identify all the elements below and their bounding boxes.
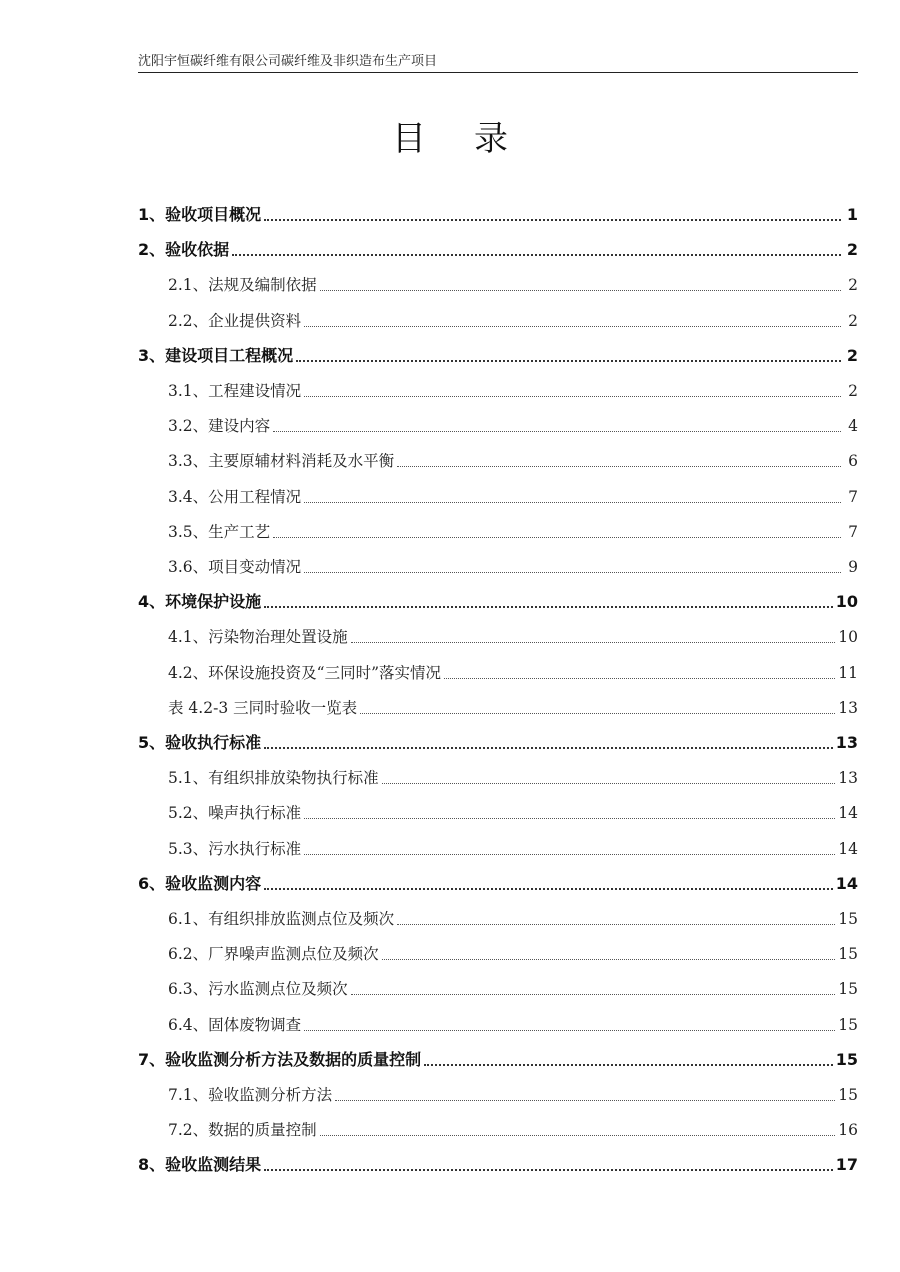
toc-entry-label: 3.6、项目变动情况 bbox=[168, 558, 302, 576]
toc-subsection-entry[interactable] bbox=[138, 298, 858, 332]
toc-dot-leader bbox=[397, 466, 841, 467]
toc-section-entry[interactable] bbox=[138, 579, 858, 613]
toc-dot-leader bbox=[335, 1100, 835, 1101]
toc-page-number: 2 bbox=[846, 345, 858, 365]
toc-dot-leader bbox=[304, 572, 841, 573]
toc-dot-leader bbox=[351, 642, 836, 643]
toc-entry-label: 7.1、验收监测分析方法 bbox=[168, 1086, 333, 1104]
toc-subsection-entry[interactable] bbox=[138, 262, 858, 296]
toc-subsection-entry[interactable] bbox=[138, 1107, 858, 1141]
toc-entry-label: 3、建设项目工程概况 bbox=[138, 345, 294, 365]
toc-subsection-entry[interactable] bbox=[138, 544, 858, 578]
toc-section-entry[interactable] bbox=[138, 720, 858, 754]
toc-section-entry[interactable] bbox=[138, 1142, 858, 1176]
toc-title: 目录 bbox=[392, 119, 556, 159]
toc-entry-label: 6.3、污水监测点位及频次 bbox=[168, 980, 348, 999]
toc-subsection-entry[interactable] bbox=[138, 650, 858, 684]
toc-dot-leader bbox=[444, 678, 835, 679]
toc-entry-label: 5.1、有组织排放染物执行标准 bbox=[168, 769, 379, 788]
toc-entry-label: 3.5、生产工艺 bbox=[168, 522, 271, 541]
toc-page-number: 1 bbox=[846, 205, 858, 224]
toc-page-number: 16 bbox=[838, 1121, 858, 1140]
toc-entry-label: 8、验收监测结果 bbox=[138, 1155, 262, 1175]
toc-dot-leader bbox=[264, 219, 841, 221]
toc-entry-label: 2.1、法规及编制依据 bbox=[168, 276, 317, 295]
toc-dot-leader bbox=[296, 360, 841, 362]
toc-entry-label: 3.1、工程建设情况 bbox=[168, 382, 302, 400]
toc-subsection-entry[interactable] bbox=[138, 896, 858, 930]
toc-dot-leader bbox=[304, 854, 835, 855]
toc-dot-leader bbox=[304, 326, 841, 327]
toc-dot-leader bbox=[382, 783, 836, 784]
toc-entry-label: 4、环境保护设施 bbox=[138, 592, 262, 612]
toc-page-number: 17 bbox=[835, 1155, 858, 1175]
toc-subsection-entry[interactable] bbox=[138, 755, 858, 789]
toc-entry-label: 4.2、环保设施投资及“三同时”落实情况 bbox=[168, 663, 441, 682]
toc-dot-leader bbox=[304, 818, 835, 819]
toc-subsection-entry[interactable] bbox=[138, 790, 858, 824]
toc-page-number: 6 bbox=[848, 452, 858, 471]
toc-subsection-entry[interactable] bbox=[138, 826, 858, 860]
toc-entry-label: 6.1、有组织排放监测点位及频次 bbox=[168, 910, 395, 928]
toc-dot-leader bbox=[320, 290, 841, 291]
toc-dot-leader bbox=[264, 888, 833, 890]
toc-subsection-entry[interactable] bbox=[138, 966, 858, 1000]
toc-section-entry[interactable] bbox=[138, 861, 858, 895]
toc-entry-label: 2、验收依据 bbox=[138, 240, 230, 260]
toc-subsection-entry[interactable] bbox=[138, 685, 858, 719]
toc-dot-leader bbox=[320, 1135, 836, 1136]
toc-page-number: 9 bbox=[848, 558, 858, 576]
toc-page-number: 13 bbox=[838, 769, 858, 788]
toc-dot-leader bbox=[382, 959, 836, 960]
toc-dot-leader bbox=[351, 994, 836, 995]
toc-dot-leader bbox=[304, 502, 841, 503]
toc-page-number: 10 bbox=[835, 592, 858, 612]
toc-entry-label: 3.3、主要原辅材料消耗及水平衡 bbox=[168, 452, 395, 471]
toc-entry-label: 5.3、污水执行标准 bbox=[168, 839, 302, 858]
toc-dot-leader bbox=[304, 396, 841, 397]
toc-page-number: 2 bbox=[848, 276, 858, 295]
toc-dot-leader bbox=[273, 431, 841, 432]
toc-section-entry[interactable] bbox=[138, 333, 858, 367]
toc-dot-leader bbox=[232, 254, 841, 256]
page-header bbox=[138, 52, 858, 73]
toc-page-number: 7 bbox=[848, 487, 858, 506]
header-text: 沈阳宇恒碳纤维有限公司碳纤维及非织造布生产项目 bbox=[138, 54, 438, 69]
toc-dot-leader bbox=[360, 713, 835, 714]
toc-subsection-entry[interactable] bbox=[138, 438, 858, 472]
toc-page-number: 13 bbox=[838, 698, 858, 717]
toc-page-number: 2 bbox=[848, 311, 858, 330]
toc-subsection-entry[interactable] bbox=[138, 1072, 858, 1106]
toc-entry-label: 6、验收监测内容 bbox=[138, 873, 262, 893]
toc-subsection-entry[interactable] bbox=[138, 368, 858, 402]
toc-entry-label: 4.1、污染物治理处置设施 bbox=[168, 628, 348, 647]
toc-page-number: 14 bbox=[838, 839, 858, 858]
toc-page-number: 15 bbox=[838, 980, 858, 999]
toc-page-number: 2 bbox=[846, 240, 858, 260]
toc-entry-label: 表 4.2-3 三同时验收一览表 bbox=[168, 698, 358, 717]
toc-page-number: 14 bbox=[835, 873, 858, 893]
toc-page-number: 14 bbox=[838, 804, 858, 823]
toc-section-entry[interactable] bbox=[138, 1037, 858, 1071]
toc-page-number: 13 bbox=[835, 733, 858, 752]
toc-dot-leader bbox=[304, 1030, 835, 1031]
toc-subsection-entry[interactable] bbox=[138, 509, 858, 543]
toc-dot-leader bbox=[424, 1064, 833, 1066]
toc-entry-label: 5.2、噪声执行标准 bbox=[168, 804, 302, 823]
toc-entry-label: 7.2、数据的质量控制 bbox=[168, 1121, 317, 1140]
toc-page-number: 7 bbox=[848, 522, 858, 541]
toc-page-number: 15 bbox=[835, 1049, 858, 1069]
toc-dot-leader bbox=[264, 747, 833, 749]
toc-subsection-entry[interactable] bbox=[138, 614, 858, 648]
toc-entry-label: 5、验收执行标准 bbox=[138, 733, 262, 752]
toc-page-number: 4 bbox=[848, 417, 858, 436]
toc-page-number: 11 bbox=[838, 663, 858, 682]
toc-dot-leader bbox=[264, 1169, 833, 1171]
toc-entry-label: 2.2、企业提供资料 bbox=[168, 311, 302, 330]
toc-page-number: 10 bbox=[838, 628, 858, 647]
toc-subsection-entry[interactable] bbox=[138, 1002, 858, 1036]
toc-entry-label: 6.4、固体废物调查 bbox=[168, 1015, 302, 1034]
toc-entry-label: 3.2、建设内容 bbox=[168, 417, 271, 436]
toc-page-number: 2 bbox=[848, 382, 858, 400]
toc-entry-label: 7、验收监测分析方法及数据的质量控制 bbox=[138, 1049, 422, 1069]
toc-section-entry[interactable] bbox=[138, 192, 858, 226]
toc-dot-leader bbox=[397, 924, 835, 925]
toc-page-number: 15 bbox=[838, 1015, 858, 1034]
toc-entry-label: 1、验收项目概况 bbox=[138, 205, 262, 224]
toc-entry-label: 6.2、厂界噪声监测点位及频次 bbox=[168, 945, 379, 964]
toc-page-number: 15 bbox=[838, 910, 858, 928]
toc-subsection-entry[interactable] bbox=[138, 931, 858, 965]
toc-dot-leader bbox=[264, 606, 833, 608]
toc-section-entry[interactable] bbox=[138, 227, 858, 261]
toc-subsection-entry[interactable] bbox=[138, 403, 858, 437]
toc-subsection-entry[interactable] bbox=[138, 474, 858, 508]
toc-dot-leader bbox=[273, 537, 841, 538]
toc-entry-label: 3.4、公用工程情况 bbox=[168, 487, 302, 506]
toc-page-number: 15 bbox=[838, 945, 858, 964]
toc-page-number: 15 bbox=[838, 1086, 858, 1104]
